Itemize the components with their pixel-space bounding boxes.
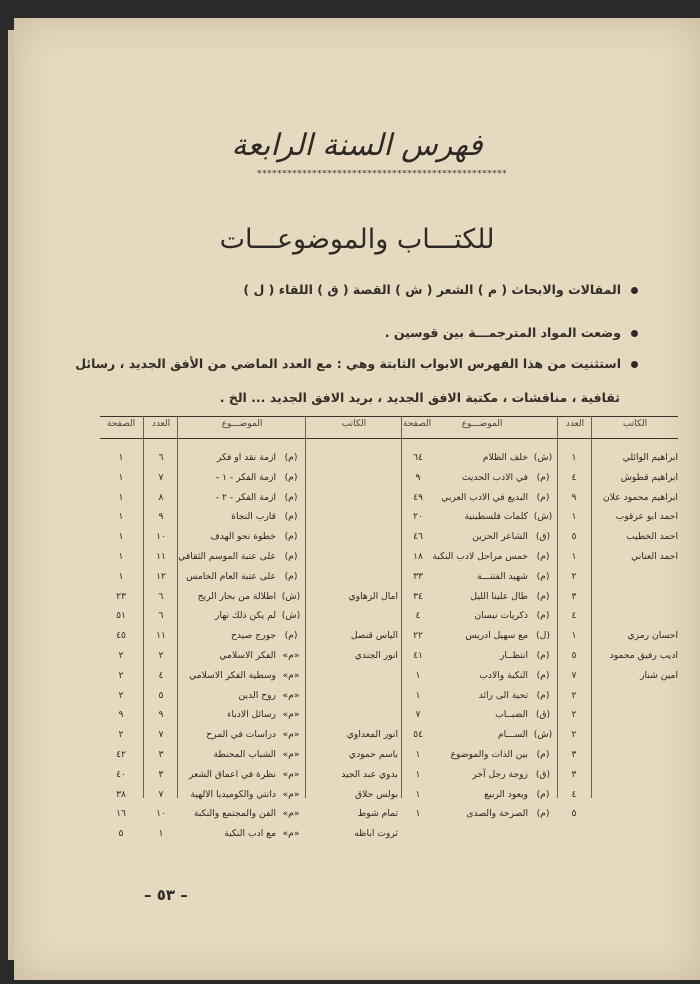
table-row [100,686,678,706]
row-topic: الشاعر الحزين [472,531,528,543]
row-author: بدوي عبد الجيد [341,768,398,780]
row-issue: ٥ [571,531,577,543]
row-topic: دراسات في المرح [206,729,276,741]
table-row [100,745,678,765]
row-author: ابراهيم محمود علان [602,491,678,503]
row-issue: ٤ [571,610,577,622]
bullet-icon [631,287,638,294]
row-type: (م) [284,550,298,562]
row-issue: ١١ [156,550,166,562]
row-topic: وسطية الفكر الاسلامي [189,669,276,681]
row-page: ١٨ [413,550,423,562]
row-page: ٢ [118,649,124,661]
table-row [100,626,678,646]
row-page: ١ [118,452,124,463]
row-issue: ٩ [571,491,577,503]
note-continuation: ثقافية ، مناقشات ، مكتبة الافق الجديد ، بريد الافق الجديد ... الخ . [219,390,620,405]
row-page: ١ [415,669,421,681]
decorative-stars: ************************************************** [257,170,507,178]
row-issue: ٣ [571,748,577,760]
row-issue: ١ [571,452,577,463]
row-topic: خلف الظلام [482,452,528,463]
row-type: (م) [536,610,550,622]
row-topic: طال علينا الليل [470,590,528,602]
row-page: ٤ [415,610,421,622]
row-topic: الضبــاب [495,709,528,721]
row-page: ١٦ [116,808,126,820]
row-page: ١ [118,511,124,523]
table-row [100,527,678,547]
row-author: ابراهيم قطوش [620,471,678,483]
row-type: «م» [282,828,300,840]
row-issue: ٧ [571,669,577,681]
row-topic: جورج صيدح [230,630,276,642]
row-author: امال الزهاوي [348,590,398,602]
header-issue-left: العدد [151,419,171,429]
row-topic: الســـام [497,729,528,741]
row-type: «م» [282,788,300,800]
row-page: ٧ [415,709,421,721]
row-issue: ٦ [158,452,164,463]
row-issue: ١١ [156,630,166,642]
row-type: (م) [536,669,550,681]
row-issue: ٥ [571,808,577,820]
row-author: انور الجندي [354,649,398,661]
row-type: (م) [284,452,298,463]
row-topic: لم يكن ذلك نهار [215,610,276,622]
row-page: ٣٣ [413,570,423,582]
table-row [100,606,678,626]
row-page: ٥١ [116,610,126,622]
row-topic: خطوة نحو الهدف [210,531,276,543]
header-issue-right: العدد [565,419,585,429]
row-issue: ٢ [571,689,577,701]
row-page: ٤٢ [116,748,126,760]
row-page: ١ [415,748,421,760]
row-page: ١ [415,808,421,820]
row-topic: النكبة والادب [479,669,528,681]
row-type: (م) [536,491,550,503]
row-topic: تحية الى رائد [478,689,528,701]
table-row [100,725,678,745]
row-page: ٤١ [413,649,423,661]
row-type: (م) [536,590,550,602]
row-page: ٢ [118,669,124,681]
row-topic: ذكريات نيسان [474,610,528,622]
row-issue: ٣ [571,590,577,602]
row-type: (ق) [535,531,551,543]
row-page: ٥٤ [413,729,423,741]
row-issue: ١ [571,550,577,562]
row-topic: قارب النجاة [231,511,276,523]
row-type: (م) [536,471,550,483]
row-author: امين شنار [640,669,678,681]
header-topic-left: الموضـــوع [221,419,263,429]
bullet-icon [631,330,638,337]
row-issue: ٥ [571,649,577,661]
table-row [100,705,678,725]
table-row [100,507,678,527]
header-page-left: الصفحة [106,419,136,429]
row-issue: ١٠ [156,808,166,820]
row-issue: ٣ [571,768,577,780]
row-page: ٢٢ [413,630,423,642]
row-author: احمد الخطيب [626,531,678,543]
row-author: ثروت اباظه [354,828,398,840]
index-table [100,416,678,840]
row-type: (م) [284,531,298,543]
row-type: «م» [282,748,300,760]
row-page: ٢ [118,689,124,701]
row-issue: ٤ [571,788,577,800]
row-page: ١ [415,689,421,701]
header-topic-right: الموضـــوع [461,419,503,429]
row-page: ٤٩ [413,491,423,503]
row-type: (م) [536,748,550,760]
row-topic: انتظــار [499,649,528,661]
table-row [100,804,678,824]
row-author: ابراهيم الوائلي [622,452,678,463]
note-item [385,325,638,340]
note-item [75,356,638,371]
row-page: ٤٦ [413,531,423,543]
row-issue: ٦ [158,590,164,602]
row-issue: ٢ [571,729,577,741]
row-type: (ق) [535,768,551,780]
row-topic: خمس مراحل لادب النكبة [432,550,528,562]
row-page: ١ [118,491,124,503]
row-page: ٩ [118,709,124,721]
row-topic: ازمة الفكر - ١ - [215,471,276,483]
row-topic: بين الذات والموضوع [450,748,528,760]
row-topic: روح الدين [238,689,276,701]
row-page: ٩ [415,471,421,483]
page-subtitle: للكتـــاب والموضوعـــات [219,224,495,255]
table-row [100,468,678,488]
row-topic: دانتي والكوميديا الالهية [190,788,276,800]
row-topic: ازمة نقد او فكر [216,452,276,463]
row-topic: نظرة في اعماق الشعر [188,768,276,780]
row-issue: ٩ [158,511,164,523]
row-issue: ٩ [158,709,164,721]
row-issue: ١ [158,828,164,840]
table-row [100,666,678,686]
row-type: (ش) [533,452,553,463]
row-type: «م» [282,649,300,661]
row-issue: ٢ [571,709,577,721]
row-topic: على عتبة العام الخامس [186,570,276,582]
row-author: احمد العناني [631,550,678,562]
row-issue: ٢ [571,570,577,582]
row-topic: على عتبة الموسم الثقافي [178,550,276,562]
row-topic: شهيد الفتنـــة [477,570,528,582]
row-topic: ويعود الربيع [484,788,528,800]
row-type: (م) [284,630,298,642]
table-body [100,448,678,844]
row-issue: ١٢ [156,570,166,582]
row-author: الياس قنصل [350,630,398,642]
row-type: (م) [536,550,550,562]
row-page: ١ [118,471,124,483]
table-row [100,646,678,666]
row-type: (ل) [536,630,550,642]
row-topic: البديع في الادب العربي [441,491,528,503]
row-topic: الفن والمجتمع والنكبة [193,808,276,820]
page-title: فهرس السنة الرابعة [231,128,483,163]
row-type: «م» [282,768,300,780]
row-page: ١ [118,550,124,562]
row-author: بولس حلاق [354,788,398,800]
note-item [243,282,638,297]
row-page: ٤٠ [116,768,126,780]
row-type: (م) [536,808,550,820]
row-issue: ٥ [158,689,164,701]
row-page: ١ [415,768,421,780]
row-type: (ق) [535,709,551,721]
row-issue: ١ [571,511,577,523]
row-type: (م) [536,689,550,701]
row-issue: ٣ [158,768,164,780]
row-page: ٢ [118,729,124,741]
row-issue: ٨ [158,491,164,503]
table-row [100,488,678,508]
header-author-left: الكاتب [341,419,367,429]
row-topic: الصرخة والصدى [466,808,528,820]
row-topic: الفكر الاسلامي [219,649,276,661]
table-row [100,765,678,785]
row-topic: رسائل الادباء [227,709,276,721]
table-row [100,547,678,567]
row-issue: ١ [571,630,577,642]
bullet-icon [631,361,638,368]
row-type: (ش) [533,729,553,741]
table-row [100,587,678,607]
row-type: «م» [282,729,300,741]
row-page: ٤٥ [116,630,126,642]
row-type: (م) [284,570,298,582]
row-page: ١ [118,570,124,582]
row-author: باسم حمودي [348,748,398,760]
row-topic: مع سهيل ادريس [465,630,528,642]
table-row [100,448,678,468]
row-type: (ش) [533,511,553,523]
row-type: (ش) [281,610,301,622]
header-author-right: الكاتب [622,419,648,429]
row-type: (م) [536,649,550,661]
row-author: احمد ابو عرقوب [615,511,678,523]
row-type: (م) [284,471,298,483]
row-type: «م» [282,689,300,701]
page-sheet [14,18,700,980]
note-text: وضعت المواد المترجمـــة بين قوسين . [384,325,621,340]
table-row [100,824,678,844]
row-topic: مع ادب النكبة [224,828,276,840]
table-row [100,567,678,587]
row-type: (م) [536,570,550,582]
row-type: (م) [284,491,298,503]
row-page: ٥ [118,828,124,840]
row-issue: ٤ [158,669,164,681]
note-text: استثنيت من هذا الفهرس الابواب الثابتة وهي : مع العدد الماضي من الأفق الجديد ، رسائل [75,356,621,371]
row-issue: ٢ [158,649,164,661]
note-text: المقالات والابحاث ( م ) الشعر ( ش ) القصة ( ق ) اللقاء ( ل ) [243,282,621,297]
row-issue: ٧ [158,729,164,741]
row-issue: ٧ [158,788,164,800]
row-author: احسان رمزي [627,630,678,642]
page-number: – ٥٣ – [144,886,188,904]
row-page: ١ [415,788,421,800]
table-row [100,785,678,805]
row-page: ٣٤ [413,590,423,602]
row-topic: كلمات فلسطينية [464,511,528,523]
row-issue: ٤ [571,471,577,483]
row-page: ٦٤ [413,452,423,463]
row-author: تمام شوط [357,808,398,820]
row-author: انور المعداوي [346,729,398,741]
row-page: ٢٠ [413,511,423,523]
row-type: «م» [282,669,300,681]
row-author: اديب رفيق محمود [609,649,678,661]
row-topic: زوجة رجل آخر [472,768,528,780]
row-topic: ازمة الفكر - ٢ - [215,491,276,503]
row-topic: في الادب الحديث [461,471,528,483]
row-topic: الشباب المحنطة [213,748,276,760]
row-type: «م» [282,709,300,721]
row-type: (ش) [281,590,301,602]
row-page: ٢٣ [116,590,126,602]
row-page: ٣٨ [116,788,126,800]
row-issue: ٣ [158,748,164,760]
row-type: (م) [284,511,298,523]
row-page: ١ [118,531,124,543]
row-issue: ١٠ [156,531,166,543]
row-issue: ٧ [158,471,164,483]
header-page-right: الصفحة [402,419,432,429]
row-issue: ٦ [158,610,164,622]
row-topic: اطلالة من بحار الريح [197,590,276,602]
row-type: (م) [536,788,550,800]
row-type: «م» [282,808,300,820]
